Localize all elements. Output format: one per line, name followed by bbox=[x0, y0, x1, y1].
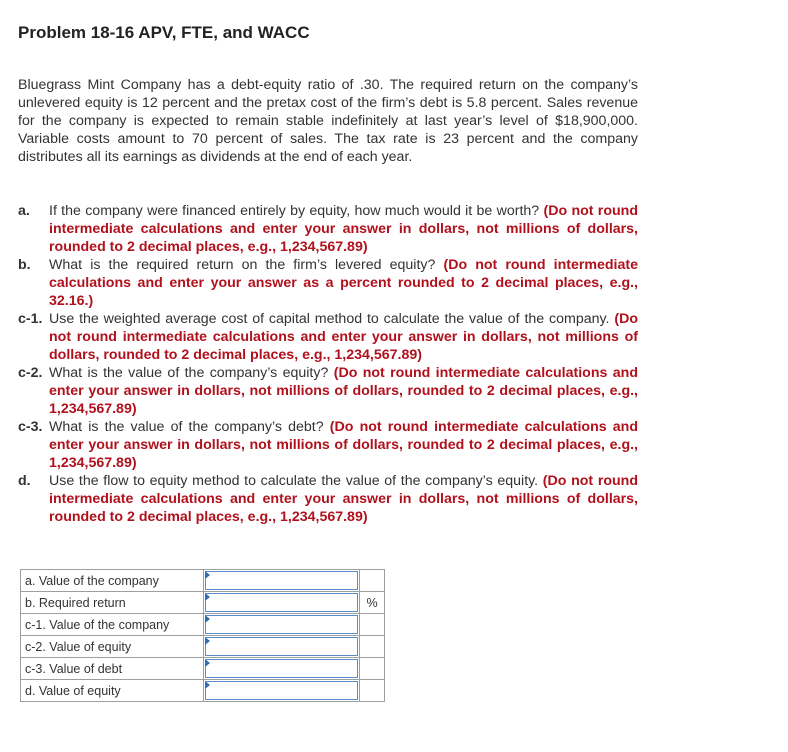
answer-cell bbox=[204, 614, 360, 636]
value-of-equity-input[interactable] bbox=[205, 637, 358, 656]
answer-row-c2 bbox=[21, 636, 385, 658]
answer-unit: % bbox=[360, 592, 385, 614]
fte-value-of-equity-input[interactable] bbox=[205, 681, 358, 700]
question-tag: a. bbox=[18, 203, 30, 219]
answer-unit bbox=[360, 570, 385, 592]
question-tag: c-2. bbox=[18, 365, 43, 381]
question-body bbox=[49, 418, 638, 472]
question-tag: d. bbox=[18, 473, 31, 489]
question-instruction: (Do not round intermediate calculations and enter your answer in dollars, not millions of dollars, rounded to 2 decimal places, e.g., 1,234,567.89) bbox=[49, 473, 638, 525]
input-marker-icon bbox=[205, 659, 210, 667]
input-marker-icon bbox=[205, 571, 210, 579]
question-text: Use the weighted average cost of capital method to calculate the value of the company. bbox=[49, 311, 610, 327]
answer-row-b bbox=[21, 592, 385, 614]
question-text: If the company were financed entirely by equity, how much would it be worth? bbox=[49, 203, 540, 219]
answer-label: a. Value of the company bbox=[21, 570, 204, 592]
question-a bbox=[18, 202, 638, 256]
answer-cell bbox=[204, 570, 360, 592]
wacc-value-of-company-input[interactable] bbox=[205, 615, 358, 634]
question-c3 bbox=[18, 418, 638, 472]
answer-unit bbox=[360, 658, 385, 680]
answer-row-d bbox=[21, 680, 385, 702]
question-body bbox=[49, 472, 638, 526]
question-tag: b. bbox=[18, 257, 31, 273]
answer-cell bbox=[204, 592, 360, 614]
answer-unit bbox=[360, 636, 385, 658]
input-marker-icon bbox=[205, 593, 210, 601]
question-tag: c-3. bbox=[18, 419, 43, 435]
input-marker-icon bbox=[205, 637, 210, 645]
question-instruction: (Do not round intermediate calculations and enter your answer as a percent rounded to 2 decimal places, e.g., 32.16.) bbox=[49, 257, 638, 309]
answer-label: b. Required return bbox=[21, 592, 204, 614]
answer-row-c1 bbox=[21, 614, 385, 636]
answer-cell bbox=[204, 658, 360, 680]
answer-unit bbox=[360, 614, 385, 636]
question-instruction: (Do not round intermediate calculations and enter your answer in dollars, not millions of dollars, rounded to 2 decimal places, e.g., 1,234,567.89) bbox=[49, 311, 638, 363]
question-d bbox=[18, 472, 638, 526]
answer-label: c-2. Value of equity bbox=[21, 636, 204, 658]
answer-row-c3 bbox=[21, 658, 385, 680]
answer-label: d. Value of equity bbox=[21, 680, 204, 702]
answer-cell bbox=[204, 636, 360, 658]
question-text: What is the value of the company’s debt? bbox=[49, 419, 324, 435]
input-marker-icon bbox=[205, 681, 210, 689]
question-text: Use the flow to equity method to calculate the value of the company’s equity. bbox=[49, 473, 539, 489]
question-body bbox=[49, 310, 638, 364]
answer-label: c-3. Value of debt bbox=[21, 658, 204, 680]
value-of-company-input[interactable] bbox=[205, 571, 358, 590]
question-b bbox=[18, 256, 638, 310]
question-body bbox=[49, 202, 638, 256]
input-marker-icon bbox=[205, 615, 210, 623]
question-text: What is the value of the company’s equity? bbox=[49, 365, 329, 381]
question-body bbox=[49, 256, 638, 310]
question-instruction: (Do not round intermediate calculations and enter your answer in dollars, not millions of dollars, rounded to 2 decimal places, e.g., 1,234,567.89) bbox=[49, 203, 638, 255]
question-c1 bbox=[18, 310, 638, 364]
question-c2 bbox=[18, 364, 638, 418]
value-of-debt-input[interactable] bbox=[205, 659, 358, 678]
required-return-input[interactable] bbox=[205, 593, 358, 612]
answer-unit bbox=[360, 680, 385, 702]
question-list bbox=[18, 202, 638, 526]
answer-label: c-1. Value of the company bbox=[21, 614, 204, 636]
question-tag: c-1. bbox=[18, 311, 43, 327]
question-body bbox=[49, 364, 638, 418]
answer-cell bbox=[204, 680, 360, 702]
problem-title: Problem 18-16 APV, FTE, and WACC bbox=[18, 23, 310, 42]
question-text: What is the required return on the firm’s levered equity? bbox=[49, 257, 436, 273]
answer-row-a bbox=[21, 570, 385, 592]
question-instruction: (Do not round intermediate calculations and enter your answer in dollars, not millions of dollars, rounded to 2 decimal places, e.g., 1,234,567.89) bbox=[49, 419, 638, 471]
problem-description: Bluegrass Mint Company has a debt-equity ratio of .30. The required return on the company’s unlevered equity is 12 percent and the pretax cost of the firm’s debt is 5.8 percent. Sales revenue for the company is expected to remain stable indefinitely at last year’s level of $18,900,000. Variable costs amount to 70 percent of sales. The tax rate is 23 percent and the company distributes all its earnings as dividends at the end of each year. bbox=[18, 77, 638, 165]
question-instruction: (Do not round intermediate calculations and enter your answer in dollars, not millions of dollars, rounded to 2 decimal places, e.g., 1,234,567.89) bbox=[49, 365, 638, 417]
answer-table bbox=[20, 569, 385, 702]
